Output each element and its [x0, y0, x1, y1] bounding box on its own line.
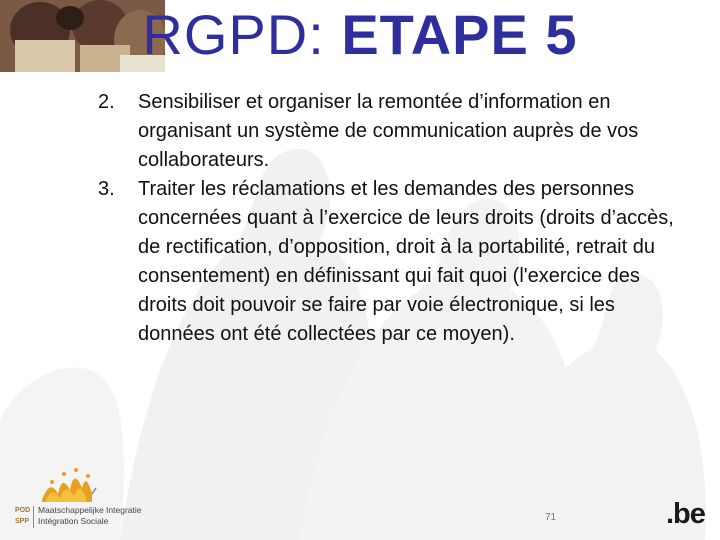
org-abbrev-nl: POD	[15, 507, 31, 514]
list-item-number: 3.	[98, 178, 115, 200]
list-item-text: Sensibiliser et organiser la remontée d’information en organisant un système de communication auprès de vos collaborateurs.	[138, 91, 639, 171]
page-number: 71	[545, 512, 557, 523]
list-item-text: Traiter les réclamations et les demandes des personnes concernées quant à l’exercice de leurs droits (droits d’accès, de rectification, d’opposition, droit à la portabilité, retrait du consentement) en définissant qui fait quoi (l'exercice des droits doit pouvoir se faire par voie électronique, si les données ont été collectées par ce moyen).	[138, 178, 674, 345]
org-abbrev-fr: SPP	[15, 518, 30, 525]
list-item-number: 2.	[98, 91, 115, 113]
org-abbreviations	[15, 505, 30, 527]
org-name-fr: Intégration Sociale	[38, 516, 109, 526]
title-prefix: RGPD:	[142, 3, 342, 66]
list-item	[98, 175, 688, 349]
org-name-nl: Maatschappelijke Integratie	[38, 505, 142, 515]
slide-title	[0, 2, 720, 68]
steps-list	[98, 88, 688, 349]
title-step: ETAPE 5	[341, 3, 578, 66]
be-logo: .be	[666, 498, 705, 530]
list-item	[98, 88, 688, 175]
logo-divider	[33, 506, 34, 528]
org-name	[38, 505, 141, 527]
